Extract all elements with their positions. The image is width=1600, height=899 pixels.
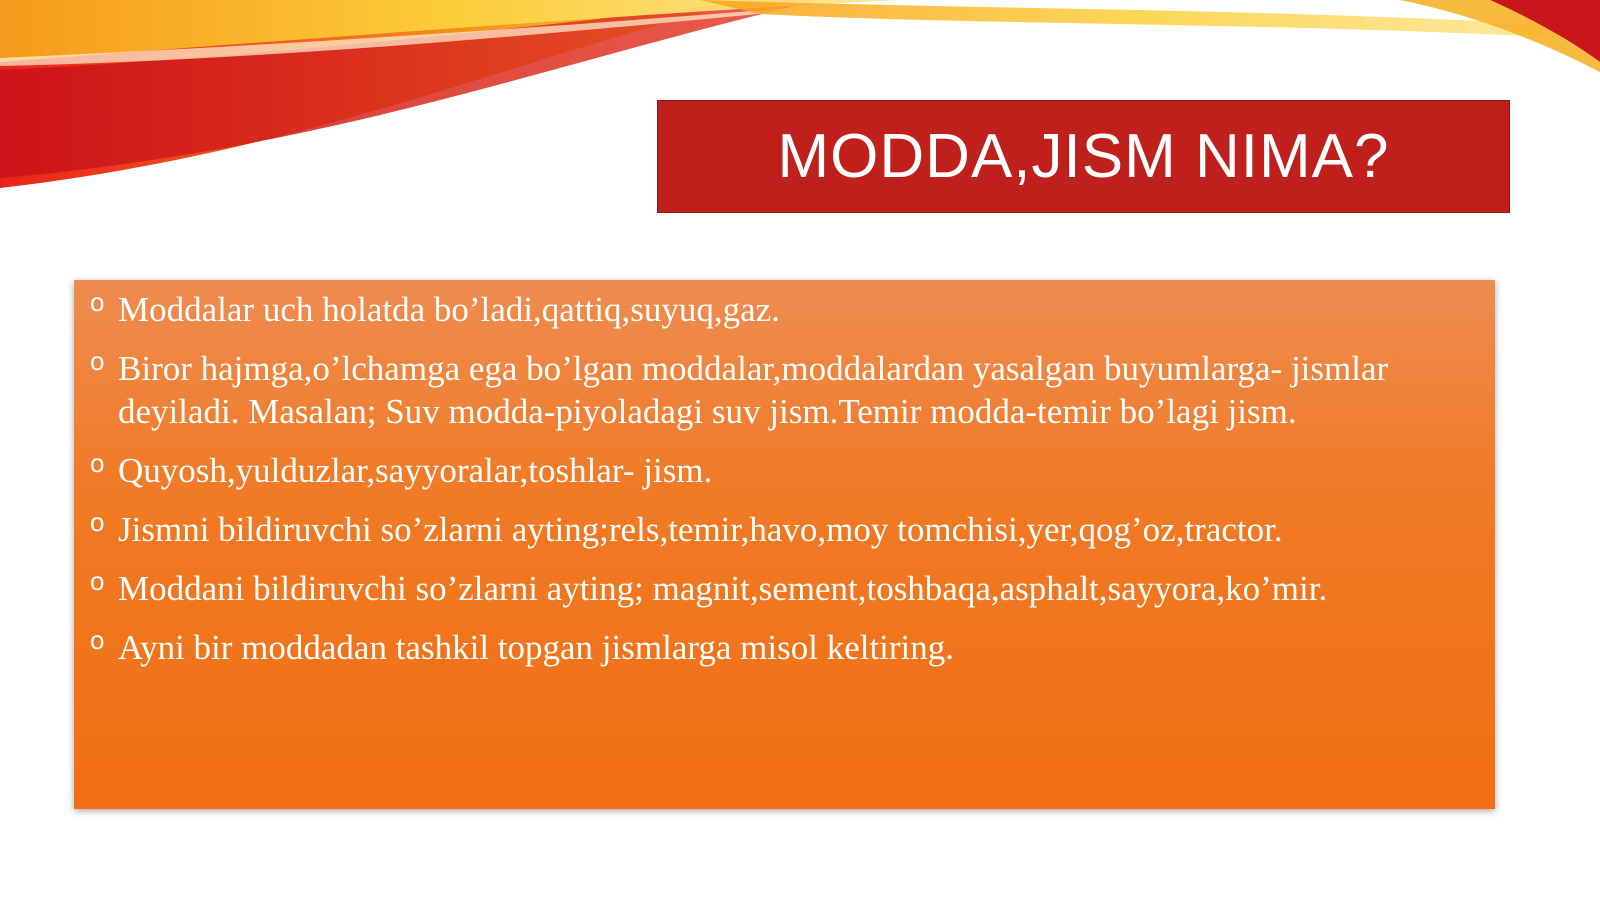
bullet-item [90, 347, 1465, 433]
bullet-list [90, 288, 1465, 669]
bullet-text: Quyosh,yulduzlar,sayyoralar,toshlar- jism. [118, 451, 713, 490]
bullet-item [90, 449, 1465, 492]
bullet-text: Biror hajmga,o’lchamga ega bo’lgan moddalar,moddalardan yasalgan buyumlarga- jismlar deyiladi. Masalan; Suv modda-piyoladagi suv jism.Temir modda-temir bo’lagi jism. [118, 349, 1389, 431]
bullet-item [90, 288, 1465, 331]
bullet-text: Moddani bildiruvchi so’zlarni ayting; magnit,sement,toshbaqa,asphalt,sayyora,ko’mir. [118, 569, 1328, 608]
slide-title: MODDA,JISM NIMA? [777, 121, 1390, 191]
bullet-circle-icon: o [90, 287, 105, 317]
bullet-circle-icon: o [90, 507, 105, 537]
bullet-circle-icon: o [90, 346, 105, 376]
bullet-circle-icon: o [90, 625, 105, 655]
bullet-text: Moddalar uch holatda bo’ladi,qattiq,suyuq,gaz. [118, 290, 780, 329]
content-box [74, 280, 1495, 809]
bullet-text: Jismni bildiruvchi so’zlarni ayting;rels,temir,havo,moy tomchisi,yer,qog’oz,tractor. [118, 510, 1283, 549]
bullet-item [90, 626, 1465, 669]
bullet-item [90, 567, 1465, 610]
bullet-circle-icon: o [90, 566, 105, 596]
bullet-circle-icon: o [90, 448, 105, 478]
bullet-text: Ayni bir moddadan tashkil topgan jismlarga misol keltiring. [118, 628, 955, 667]
title-box [657, 100, 1510, 213]
bullet-item [90, 508, 1465, 551]
